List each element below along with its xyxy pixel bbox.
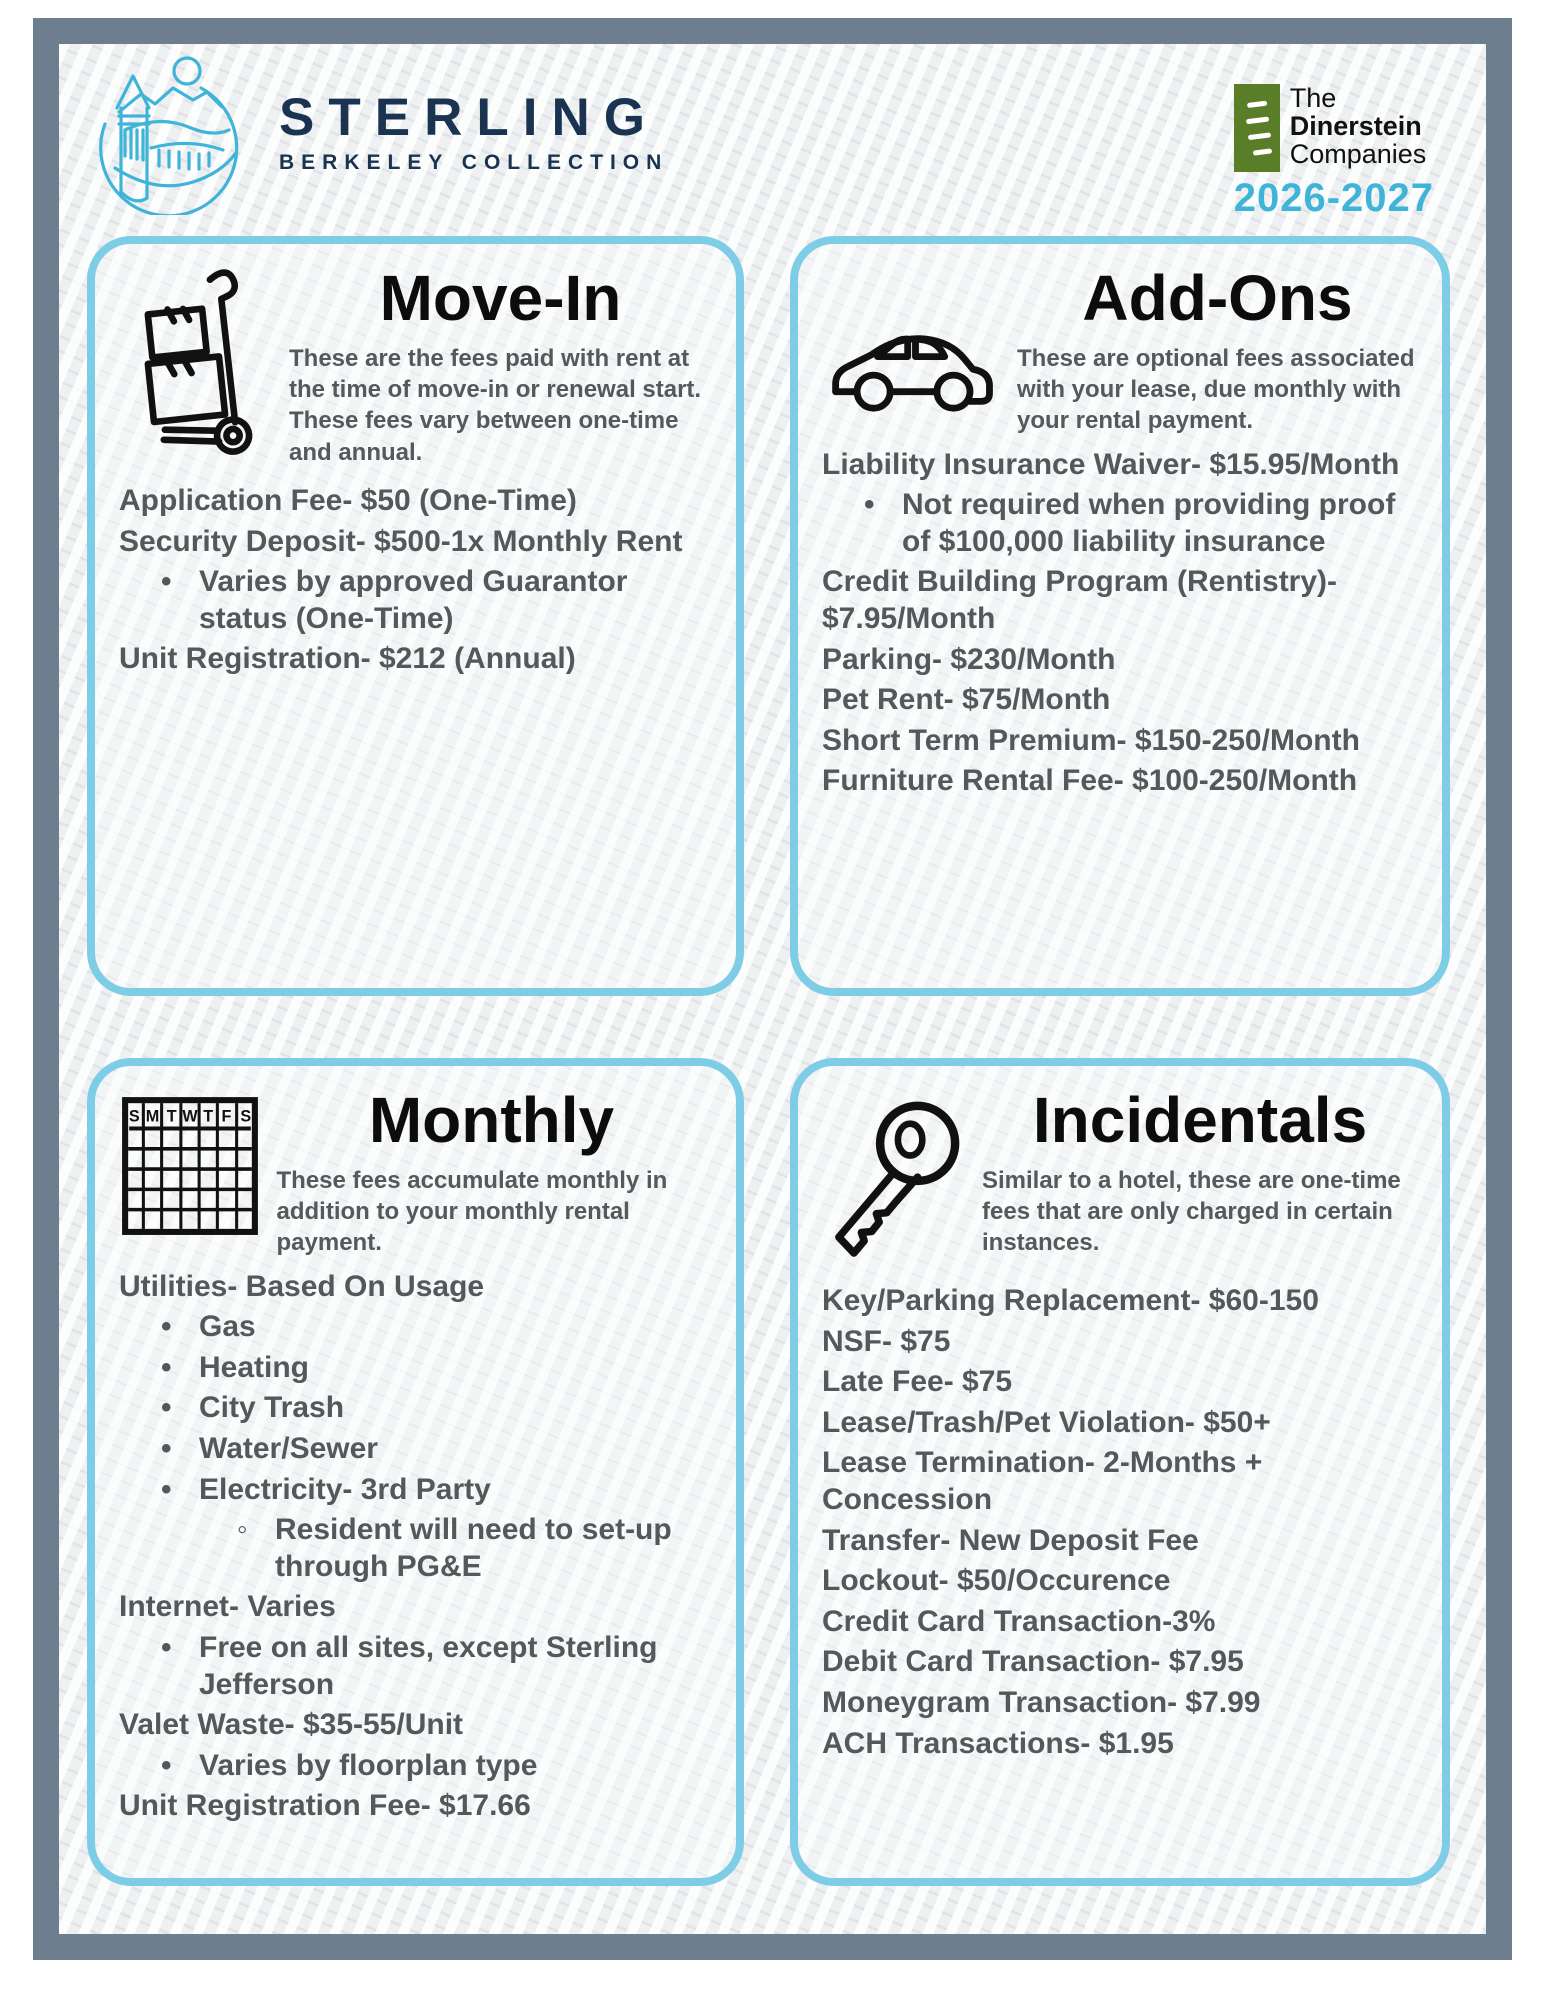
card-description: These are optional fees associated with your lease, due monthly with your rental payment. [1017, 345, 1415, 435]
fee-item [822, 1604, 1418, 1641]
fee-item-text: Unit Registration Fee- $17.66 [119, 1789, 531, 1823]
fee-item [822, 1445, 1418, 1518]
calendar-day-letter: M [145, 1107, 160, 1126]
card-title: Move-In [379, 262, 622, 334]
fee-list [822, 1283, 1418, 1762]
fee-item-text: Late Fee- $75 [822, 1365, 1013, 1399]
fee-cards-grid [87, 236, 1450, 1886]
key-icon [822, 1090, 972, 1268]
fee-item [822, 1685, 1418, 1722]
fee-item-text: Resident will need to set-up through PG&E [275, 1513, 672, 1583]
fee-list [822, 447, 1418, 800]
card-header [822, 262, 1418, 437]
fee-item [822, 682, 1418, 719]
bullet-dot: • [161, 565, 172, 599]
fee-item-text: Debit Card Transaction- $7.95 [822, 1645, 1244, 1679]
brand-subtitle: BERKELEY COLLECTION [279, 151, 669, 175]
fee-item [119, 1707, 712, 1744]
company-logo-row [1234, 84, 1434, 172]
card-header-text [289, 262, 712, 468]
fee-item [119, 564, 712, 637]
fee-item [822, 1563, 1418, 1600]
bullet-dot: • [864, 488, 875, 522]
card-icon-box [119, 262, 279, 473]
calendar-day-letter: F [221, 1107, 232, 1126]
fee-item-text: NSF- $75 [822, 1324, 951, 1358]
fee-item-text: Internet- Varies [119, 1590, 336, 1624]
fee-item [119, 1472, 712, 1509]
hand-truck-icon [119, 268, 279, 468]
brand-name: STERLING [279, 87, 659, 147]
card-description: These are the fees paid with rent at the time of move-in or renewal start. These fees vary between one-time and annual. [289, 345, 702, 466]
fee-item-text: Lockout- $50/Occurence [822, 1564, 1171, 1598]
card-description: Similar to a hotel, these are one-time fees that are only charged in certain instances. [982, 1167, 1401, 1257]
calendar-day-letter: S [240, 1107, 252, 1126]
page-frame [33, 18, 1512, 1960]
fee-item-text: Short Term Premium- $150-250/Month [822, 723, 1360, 757]
fee-item [822, 642, 1418, 679]
card-header [822, 1084, 1418, 1273]
lease-year: 2026-2027 [1233, 176, 1434, 220]
calendar-day-letter: T [203, 1107, 214, 1126]
bullet-circle: ◦ [237, 1513, 248, 1547]
card-title: Incidentals [1032, 1084, 1368, 1156]
card-icon-box [822, 1084, 972, 1273]
fee-list [119, 1269, 712, 1825]
fee-item [119, 1269, 712, 1306]
fee-item [119, 641, 712, 678]
fee-item-text: Not required when providing proof of $100,000 liability insurance [902, 488, 1396, 558]
fee-item-text: Unit Registration- $212 (Annual) [119, 642, 576, 676]
company-name-line3: Companies [1289, 139, 1427, 170]
brand-header [89, 50, 668, 215]
fee-item [822, 1283, 1418, 1320]
fee-item [119, 1630, 712, 1703]
fee-item-text: Gas [199, 1310, 256, 1344]
fee-item-text: Utilities- Based On Usage [119, 1269, 485, 1303]
fee-item-text: Lease/Trash/Pet Violation- $50+ [822, 1405, 1271, 1439]
card-icon-box [119, 1084, 261, 1243]
bullet-dot: • [161, 1748, 172, 1782]
fee-item-text: Application Fee- $50 (One-Time) [119, 484, 577, 517]
card-header [119, 1084, 712, 1259]
fee-item [822, 487, 1418, 560]
card-add-ons [790, 236, 1450, 996]
bullet-dot: • [161, 1391, 172, 1425]
calendar-day-letter: T [166, 1107, 177, 1126]
card-title: Monthly [368, 1084, 615, 1156]
fee-item-text: Electricity- 3rd Party [199, 1472, 491, 1506]
fee-item-text: Key/Parking Replacement- $60-150 [822, 1284, 1319, 1317]
fee-item [119, 1589, 712, 1626]
fee-list [119, 483, 712, 678]
fee-item [822, 1405, 1418, 1442]
car-icon [822, 298, 1007, 423]
company-name [1290, 84, 1427, 168]
fee-item-text: Lease Termination- 2-Months + Concession [822, 1446, 1263, 1516]
fee-item-text: City Trash [199, 1391, 345, 1425]
company-name-line2: Dinerstein [1289, 111, 1422, 142]
fee-item-text: Water/Sewer [199, 1432, 378, 1466]
card-header-text [1017, 262, 1418, 437]
fee-item-text: Parking- $230/Month [822, 642, 1116, 676]
fee-item-text: Free on all sites, except Sterling Jefferson [199, 1631, 658, 1701]
berkeley-campanile-badge-icon [89, 50, 239, 215]
card-description: These fees accumulate monthly in addition to your monthly rental payment. [276, 1167, 668, 1257]
bullet-dot: • [161, 1350, 172, 1384]
card-monthly [87, 1058, 744, 1886]
fee-item [119, 1748, 712, 1785]
calendar-day-letter: W [182, 1107, 198, 1126]
green-block-dashes-icon [1234, 84, 1280, 172]
calendar-day-letter: S [128, 1107, 140, 1126]
calendar-icon [119, 1090, 261, 1238]
card-header-text [982, 1084, 1418, 1259]
fee-item-text: Liability Insurance Waiver- $15.95/Month [822, 447, 1400, 481]
fee-item-text: Valet Waste- $35-55/Unit [119, 1708, 464, 1742]
fee-item [119, 1512, 712, 1585]
fee-item [119, 524, 712, 561]
fee-item-text: Pet Rent- $75/Month [822, 683, 1111, 717]
card-icon-box [822, 262, 1007, 428]
fee-item-text: Furniture Rental Fee- $100-250/Month [822, 764, 1358, 798]
fee-item [822, 1364, 1418, 1401]
fee-item [119, 483, 712, 520]
fee-item-text: Transfer- New Deposit Fee [822, 1523, 1199, 1557]
fee-item [119, 1788, 712, 1825]
fee-item-text: Varies by approved Guarantor status (One-Time) [199, 565, 628, 635]
fee-item [119, 1309, 712, 1346]
card-header [119, 262, 712, 473]
bullet-dot: • [161, 1310, 172, 1344]
fee-item-text: Varies by floorplan type [199, 1748, 538, 1782]
fee-item [119, 1431, 712, 1468]
fee-item [822, 723, 1418, 760]
fee-item-text: Credit Card Transaction-3% [822, 1604, 1216, 1638]
card-move-in [87, 236, 744, 996]
card-header-text [271, 1084, 712, 1259]
brand-text [279, 87, 669, 176]
fee-item [822, 1523, 1418, 1560]
fee-item-text: Moneygram Transaction- $7.99 [822, 1685, 1261, 1719]
fee-item-text: ACH Transactions- $1.95 [822, 1726, 1174, 1760]
fee-item-text: Heating [199, 1350, 310, 1384]
fee-item [822, 1644, 1418, 1681]
fee-item [119, 1390, 712, 1427]
fee-item [822, 564, 1418, 637]
fee-item-text: Security Deposit- $500-1x Monthly Rent [119, 524, 683, 558]
fee-item [119, 1350, 712, 1387]
fee-item [822, 1324, 1418, 1361]
card-incidentals [790, 1058, 1450, 1886]
fee-item [822, 447, 1418, 484]
card-title: Add-Ons [1082, 262, 1353, 334]
company-name-line1: The [1289, 83, 1337, 113]
fee-item [822, 1726, 1418, 1763]
bullet-dot: • [161, 1631, 172, 1665]
fee-item [822, 763, 1418, 800]
bullet-dot: • [161, 1432, 172, 1466]
bullet-dot: • [161, 1472, 172, 1506]
fee-item-text: Credit Building Program (Rentistry)- $7.95/Month [822, 565, 1338, 636]
company-logo-block [1234, 84, 1434, 221]
